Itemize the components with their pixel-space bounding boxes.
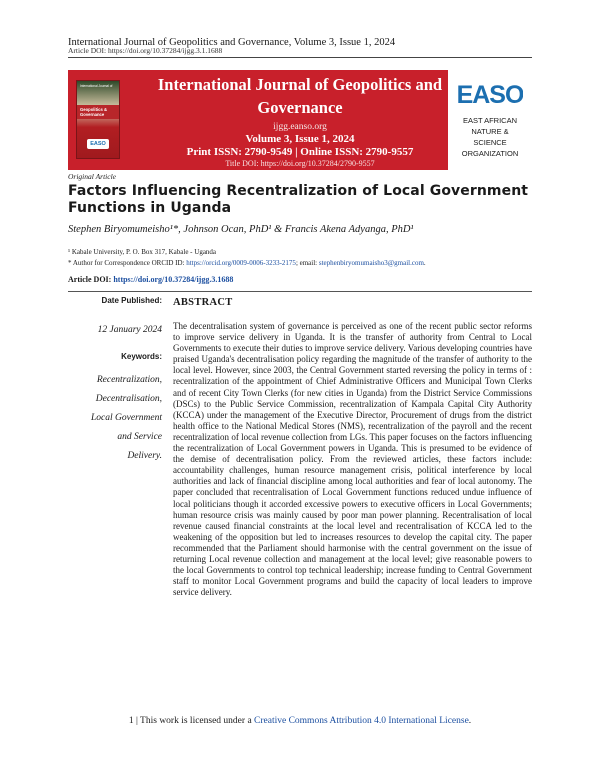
email-prefix: ; email:: [295, 259, 319, 267]
paper-title: Factors Influencing Recentralization of Local Government Functions in Uganda: [68, 183, 529, 216]
banner-journal-title: International Journal of Geopolitics and Governance: [157, 75, 443, 117]
keywords-label: Keywords:: [121, 352, 162, 361]
date-published-label: Date Published:: [101, 296, 162, 305]
cover-logo: EASO: [87, 139, 109, 149]
author-list: Stephen Biryomumeisho¹*, Johnson Ocan, PhD¹ & Francis Akena Adyanga, PhD¹: [68, 224, 414, 235]
keyword-item: Decentralisation,: [95, 394, 162, 404]
cover-small-text: International Journal of: [80, 84, 113, 88]
keywords-list: [68, 371, 162, 466]
org-name-line: SCIENCE: [473, 138, 507, 147]
doi-link[interactable]: https://doi.org/10.37284/ijgg.3.1688: [113, 275, 234, 284]
correspondence-prefix: * Author for Correspondence ORCID ID:: [68, 259, 187, 267]
article-type-label: Original Article: [68, 172, 116, 181]
org-name-line: EAST AFRICAN: [462, 116, 518, 125]
article-doi-line: [68, 275, 532, 292]
abstract-heading: ABSTRACT: [173, 297, 233, 308]
organization-name: [448, 115, 532, 159]
correspondence-line: [68, 258, 532, 269]
journal-cover-image: [76, 80, 120, 159]
abstract-section: [173, 297, 532, 598]
keyword-item: Local Government: [91, 413, 162, 423]
running-header: [68, 33, 532, 58]
abstract-body: The decentralisation system of governance is perceived as one of the recent public sector reforms to improve service delivery in Uganda. It is the transfer of authority from Central to Local Governments to execute their duties to improve service delivery. Various developing countries have praised Uganda's decentralisation policy regarding the magnitude of the transfer of authority to the local level. However, since 2003, the Central Government started reversing the policy in terms of : recentralization of the appointment of Chief Administrative Officers and Municipal Town Clerks and of recent City Town Clerks (for new cities in Uganda) from the District Service Commissions (DSCs) to the Public Service Commission, recentralization of Kampala Capital City Authority (KCCA) under the management of the Executive Director, Procurement of drugs from the district health office to the National Medical Stores (NMS), recentralization of the payroll and the recent recentralization of local revenue collection from LGs. This paper focuses on the factors influencing the recentralization of Local Government powers in Uganda. This is presumed to be evidence of the demise of decentralisation policy. From the reviewed articles, these factors include: accountability challenges, human resource management crisis, political interference by local authorities and lack of financial discipline among local authorities and fear of local autonomy. The paper concluded that recentralisation of Local Government functions reduced undue influence of local politicians though it accorded excessive powers to executive officers in Local Governments; human resource crisis was mainly caused by poor man power planning. Recentralisation of local revenue caused financial constraints at the local level and recentralisation of KCCA led to the weakening of the opposition but led to increases resources to develop the capital city. The paper recommended that the Parliament should harmonise with the central government on the issue of returning Local revenue collection and management at the local level; give reasonable powers to the local Governments to control top technical leadership; increase funding to Central Government staff to monitor Local Government programs and build the capacity of local leaders to improve service delivery.: [173, 321, 532, 598]
affiliations: [68, 247, 532, 269]
org-name-line: ORGANIZATION: [461, 149, 519, 158]
banner-issn: Print ISSN: 2790-9549 | Online ISSN: 2790-9557: [186, 146, 414, 158]
orcid-link[interactable]: https://orcid.org/0009-0006-3233-2175: [186, 259, 296, 267]
keyword-item: Recentralization,: [96, 375, 162, 385]
org-logo-text: EASO: [457, 81, 523, 108]
email-suffix: .: [423, 259, 426, 267]
date-published-value: 12 January 2024: [97, 325, 162, 335]
article-sidebar: [68, 296, 162, 466]
banner-volume: Volume 3, Issue 1, 2024: [245, 133, 355, 145]
organization-logo-box: [448, 70, 532, 170]
org-name-line: NATURE &: [471, 127, 509, 136]
email-link[interactable]: stephenbiryomumaisho3@gmail.com: [318, 259, 424, 267]
banner-website: ijgg.eanso.org: [273, 122, 327, 132]
running-article-doi: Article DOI: https://doi.org/10.37284/ijgg.3.1.1688: [68, 46, 223, 55]
banner-text-block: [130, 73, 470, 168]
keyword-item: Delivery.: [127, 451, 162, 461]
running-journal-title: International Journal of Geopolitics and Governance, Volume 3, Issue 1, 2024: [68, 37, 396, 48]
banner-title-doi: Title DOI: https://doi.org/10.37284/2790-9557: [225, 159, 375, 168]
eanso-logo-icon: [457, 80, 523, 108]
affiliation-1: ¹ Kabale University, P. O. Box 317, Kabale - Uganda: [68, 248, 217, 256]
keyword-item: and Service: [117, 432, 162, 442]
page-footer: [0, 716, 600, 726]
footer-suffix: .: [468, 716, 472, 726]
license-link[interactable]: Creative Commons Attribution 4.0 International License: [254, 716, 469, 726]
footer-prefix: 1 | This work is licensed under a: [128, 716, 255, 726]
doi-label: Article DOI:: [68, 275, 114, 284]
cover-title: Geopolitics & Governance: [80, 107, 107, 117]
